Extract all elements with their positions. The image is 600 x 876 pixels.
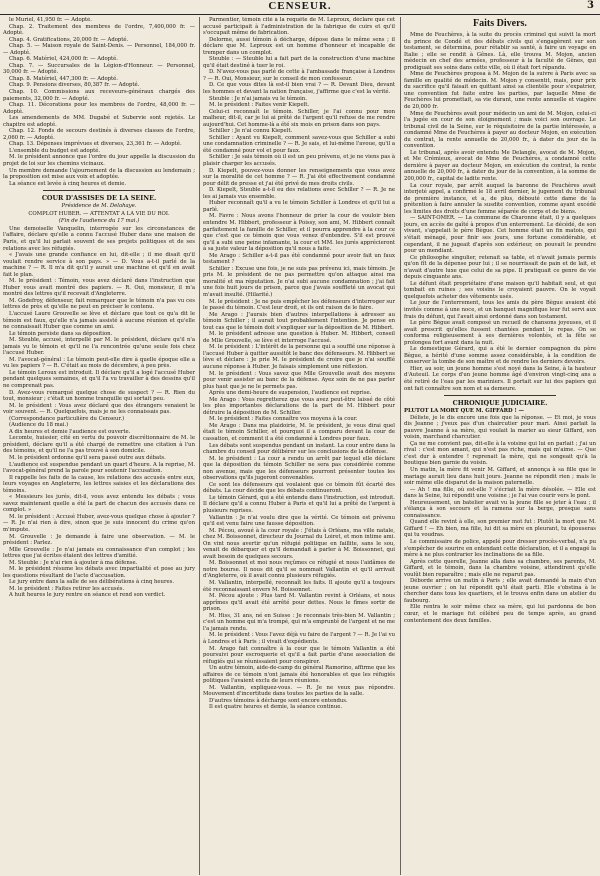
chronique-body — [404, 408, 596, 624]
paragraph: Le tribunal, après avoir entendu Me Delangle, avocat de M. Mojon, et Me Crémieux, avocat de Mme de Feuchères, a condamné cette dernière à payer au docteur Mojon, en exécution du contrat, la rente annuelle de 20,000 fr., à dater du jour de la convention, à la somme de 200,000 fr., capital de ladite rente. — [404, 149, 596, 183]
paragraph: Elle rentra le soir même chez sa mère, qui lui pardonna de bon cœur, et le mariage fut célébré peu de temps après, au grand contentement des deux familles. — [404, 604, 596, 624]
paragraph: M. Pécou, avoué à la cour royale : J'étais à Orléans, ma ville natale, chez M. Boissonnet, directeur du Journal du Loiret, et mon intime ami. On vint nous avertir qu'un réfugié politique en faillite, sans le sou, venait de débarquer et qu'il demandait à parler à M. Boissonnet, qui avait besoin de quelques secours. — [203, 527, 395, 560]
paragraph: (Correspondance particulière du Censeur.) — [9, 415, 125, 422]
paragraph: Chap. 4. Gratifications, 20,000 fr. — Adopté. — [9, 36, 129, 43]
paragraph: Un membre demande l'ajournement de la discussion au lendemain ; la proposition est mise aux voix et adoptée. — [3, 167, 195, 181]
paragraph: Parmentier, témoin cité à la requête de M. Leproux, déclare que cet accusé participait à l'administration de la fabrique de cuirs et qu'il s'occupait même de fabrication. — [203, 17, 395, 37]
paragraph: M. Arago fait connaître à la cour que le témoin Vallantin a été poursuivi pour escroquerie et qu'il a fait partie d'une association de réfugiés qui se réunissaient pour conspirer. — [203, 645, 395, 665]
paragraph: Lecomte, huissier, cité en vertu du pouvoir discrétionnaire de M. le président, déclare qu'il a été chargé de remettre une citation à l'un des témoins, et qu'il ne l'a pas trouvé à son domicile. — [3, 435, 195, 455]
paragraph: Quand elle revint à elle, son premier mot fut : Plutôt la mort que M. Giffard ! — Eh bien, ma fille, lui dit sa mère en pleurant, tu épouseras qui tu voudras. — [404, 519, 596, 539]
paragraph: Mlle Grouvelle : Je n'ai jamais eu connaissance d'un complot ; les lettres que j'ai écrites étaient des lettres d'amitié. — [3, 546, 195, 560]
paragraph: M. Pécou ajoute : Plus tard M. Vallantin revint à Orléans, et nous apprîmes qu'il avait été arrêté pour dettes. Nous le fîmes sortir de prison. — [203, 593, 395, 613]
paragraph: Ce sont les défenseurs qui voulaient que ce témoin fût écarté des débats. La cour décide que les débats continueront. — [203, 481, 395, 495]
paragraph: La cour royale, par arrêt auquel la baronne de Feuchères avait interjeté appel, a confirmé le 18 avril dernier, le jugement du tribunal de première instance, et a, de plus, débouté cette dame de la prétention à faire annuler la susdite convention, comme ayant excédé les limites des droits d'une femme séparée de corps et de biens. — [404, 182, 596, 215]
paragraph: Les amendements de MM. Dugabé et Subervie sont rejetés. Le chapitre est adopté. — [3, 115, 195, 128]
paragraph: « J'avais une grande confiance en lui, dit-elle ; il me disait qu'il voulait rendre service à son pays. » — D. Vous a-t-il parlé de la machine ? — R. Il m'a dit qu'il y aurait une machine et qu'il en avait fait le plan. — [3, 252, 195, 278]
section-divider — [43, 190, 155, 191]
paragraph: Chap. 13. Dépenses imprévues et diverses, 23,361 fr. — Adopté. — [9, 141, 182, 148]
paragraph: M. le président : Faites retirer les accusés. — [9, 585, 125, 592]
paragraph: M. Steuble, accusé, interpellé par M. le président, déclare qu'il n'a jamais vu le témoin et qu'il ne l'a rencontrée qu'une seule fois chez l'accusé Huber. — [3, 337, 195, 357]
paragraph: Le père Bègue avait composé un recueil de chansons joyeuses, et il avait prescrit qu'elles fussent chantées pendant le repas. On se conforma religieusement à ses dernières volontés, et la fête se prolongea fort avant dans la nuit. — [404, 320, 596, 346]
paragraph: M. le président : L'intérêt de la personne qui a soufflé une réponse à l'accusé Huber à quitter aussitôt le banc des défenseurs. M. Hibbert se lève et déclare : Je prie M. le président de croire que je n'ai soufflé aucune réponse à Huber. Je faisais simplement une réflexion. — [203, 344, 395, 370]
paragraph: M. Grouvelle : Je demande à faire une observation. — M. le président : Parlez. — [3, 533, 195, 547]
paragraph: Me Arago : Dans ma plaidoirie, M. le président, je vous dirai quel était le témoin Schiller, et pourquoi il a comparu devant la cour de cassation, et comment il a été condamné à Londres pour faux. — [203, 422, 395, 442]
paragraph: L'audience est suspendue pendant un quart d'heure. A la reprise, M. l'avocat-général prend la parole pour soutenir l'accusation. — [3, 461, 195, 475]
paragraph: Chap. 6. Matériel, 424,000 fr. — Adopté. — [9, 56, 118, 63]
paragraph: M. le président : La cour a rendu un arrêt par lequel elle déclare que la déposition du témoin Schiller ne sera pas considérée comme non avenue, mais que les défenseurs pourront présenter toutes les observations qu'ils jugeront convenables. — [203, 455, 395, 482]
paragraph: Il est quatre heures et demie, la séance continue. — [209, 704, 343, 711]
paragraph: Schiller : Excuse une fois, je ne suis pas prévenu ici, mais témoin. Je pris M. le président de ne pas permettre qu'on attaque ainsi ma moralité et ma réputation. Je n'ai subi aucune condamnation ; j'ai fait une fois huit jours de prison, parce que j'avais souffleté un avocat qui m'avait insulté. (Hilarité.) — [203, 265, 395, 298]
paragraph: « Messieurs les jurés, dit-il, vous avez entendu les débats ; vous savez maintenant quelle a été la part de chacun des accusés dans ce complot. » — [3, 494, 195, 514]
paragraph: Le commissaire de police, appelé pour dresser procès-verbal, n'a pu s'empêcher de sourire en entendant cette déclaration, et il a engagé la mère à ne plus contrarier les inclinations de sa fille. — [404, 539, 596, 559]
paragraph: M. Godefroy, défenseur, fait remarquer que le témoin n'a pas vu ces lettres de près et qu'elle ne peut en préciser le contenu. — [3, 297, 195, 311]
paragraph: Chap. 10. Commissions aux receveurs-généraux chargés des paiements, 32,000 fr. — Adopté. — [3, 89, 195, 102]
paragraph: Ce philosophe singulier, retenait sa table, et n'avait jamais permis qu'on fît de la dépense pour lui ; il se nourrissait de pain et de lait, et n'avait d'autre luxe que celui de sa pipe. Il pratiquait ce genre de vie depuis cinquante ans. — [404, 254, 596, 281]
column-right — [404, 17, 596, 875]
paragraph: M. Steuble : Je n'ai rien à ajouter à ma défense. — [9, 559, 138, 566]
paragraph: M. le président ordonne qu'il sera passé outre aux débats. — [9, 455, 166, 461]
paragraph: Un matin, la mère fit venir M. Giffard, et annonça à sa fille que le mariage aurait lieu dans huit jours. Jeanne ne répondit rien ; mais le soir même elle disparut de la maison paternelle. — [404, 467, 596, 487]
court-presidency: Présidence de M. Delahaye. — [61, 203, 137, 210]
paragraph: M. Boissonnet et moi nous reçûmes ce réfugié et nous l'aidâmes de notre bourse. Il nous dit qu'il se nommait Vallantin et qu'il arrivait d'Angleterre, où il avait connu plusieurs réfugiés. — [203, 560, 395, 580]
paragraph: Le défunt était propriétaire d'une maison qu'il habitait seul, et qui tombait en ruines ; ses voisins le croyaient pauvre. On le voyait quelquefois acheter des vêtements usés. — [404, 280, 596, 300]
paragraph: D. Kiepelt, pouvez-vous donner les renseignements que vous avez sur la moralité de cet homme ? — R. J'ai été effectivement condamné pour délit de presse et j'ai été privé de mes droits civils. — [203, 167, 395, 187]
paragraph: Un autre témoin, aide-de-camp du général Ramorino, affirme que les affaires de ce témoin n'ont jamais été honorables et que les réfugiés politiques l'avaient exclu de leurs réunions. — [203, 665, 395, 685]
paragraph: Me Arago : J'aurais bien d'autres interpellations à adresser au témoin Schiller ; il aurait tout probablement l'intention. Je pense en tout cas que le témoin doit s'expliquer sur la déposition de M. Hibbert. — [203, 311, 395, 331]
paragraph: Chap. 8. Matériel, 447,300 fr. — Adopté. — [9, 75, 118, 82]
paragraph: Chap. 7. — Succursales de la Légion-d'Honneur. — Personnel, 30,000 fr. — Adopté. — [3, 62, 195, 76]
paragraph: Schiller : Je n'ai connu Kiepelt. — [209, 128, 293, 135]
paragraph: Chap. 12. Fonds de secours destinés à diverses classes de l'ordre, 2,060 fr. — Adopté. — [3, 128, 195, 141]
column-middle — [203, 17, 395, 875]
paragraph: M. le président : Faites connaître vos moyens à la cour. — [209, 416, 358, 423]
paragraph: L'accusé Laure Grouvelle se lève et déclare que tout ce qu'a dit le témoin est faux, qu'elle n'a jamais assisté à aucune réunion et qu'elle ne connaissait Huber que comme un ami. — [3, 310, 195, 331]
paragraph: Chap. 5. — Maison royale de Saint-Denis. — Personnel, 184,000 fr. — Adopté. — [3, 43, 195, 56]
masthead — [0, 0, 600, 15]
paragraph: M. le président : Accusé Huber, avez-vous quelque chose à ajouter ? — R. Je n'ai rien à dire, sinon que je suis innocent du crime qu'on m'impute. — [3, 513, 195, 534]
paragraph: Delorme, aussi témoin à décharge, dépose dans le même sens ; il déclare que M. Leproux est un homme d'honneur et incapable de tremper dans un complot. — [203, 36, 395, 56]
paragraph: Le témoin Gérard, qui a été entendu dans l'instruction, est introduit. Il déclare qu'il a connu Huber à Paris et qu'il lui a prêté de l'argent à plusieurs reprises. — [203, 494, 395, 515]
paragraph: Schiller : Je sais témoin où il est un peu prévenu, et je ne viens pas à plaisir charger les accusés. — [203, 154, 395, 168]
paragraph: Vallantin : Je n'ai voulu dire que la vérité. Ce témoin est prévenu qu'il est venu faire une fausse déposition. — [203, 514, 395, 528]
paragraph: Mme de Feuchères avait pour médecin un ami de M. Mojon, celui-ci l'a jugée en cour de son éloignement ; mais voici son ouvrage. Le tribunal civil de la Seine, sur le réquisitoire de la partie intéressée, a condamné Mme de Feuchères à payer au docteur Mojon, en exécution du contrat, la rente annuelle de 20,000 fr., à dater du jour de la convention. — [404, 110, 596, 150]
paragraph: (Audience du 18 mai.) — [9, 422, 69, 429]
paragraph: Steuble : — Steuble lui a fait part de la construction d'une machine qu'il était destiné à tuer le roi. — [203, 56, 395, 69]
court-section-title: COUR D'ASSISES DE LA SEINE. — [41, 194, 157, 203]
paragraph: Mme de Feuchères, à la suite du procès criminel qui suivit la mort du prince de Condé et des débats civils qui s'engagèrent sur son testament, se détermina, pour rétablir sa santé, à faire un voyage en Italie ; elle se rendit à Gênes. Là, elle trouva M. Mojon, ancien médecin en chef des armées, professeur à la faculté de Gênes, qui prodiguait ses soins dans cette ville, où il était fort répandu. — [404, 32, 596, 71]
paragraph: — SAINT-OMER. — La commune de Charonne était, il y a quelques jours, en accès de gaîté à propos d'un enterrement. Le décédé, de son vivant, s'appelait le père Bègue. Cet homme était un fin matois, qui s'était ménagé, pour finir ses jours, une fortune considérable, et cependant, il ne jugeait d'après son extérieur, on pouvait le prendre pour un mendiant. — [404, 215, 596, 255]
paragraph: M. le président adresse une question à Huber. M. Hibbert, conseil de Mlle Grouvelle, se lève et interroge l'accusé. — [203, 331, 395, 344]
paragraph: Le témoin Leroux est introduit. Il déclare qu'il a logé l'accusé Huber pendant quelques semaines, et qu'il l'a vu travailler à des dessins qu'il ne comprenait pas. — [3, 369, 195, 389]
paragraph: Chap. 9. Pensions diverses, 80,387 fr. — Adopté. — [9, 82, 140, 89]
paragraph: M. Vallantin, interpellé, reconnaît les faits. Il ajoute qu'il a toujours été reconnaissant envers M. Boissonnet. — [203, 580, 395, 593]
paragraph: Hier, au soir, un jeune homme s'est noyé dans la Seine, à la hauteur d'Auteuil. Le corps d'un jeune homme âgé d'environ vingt-cinq ans a été retiré de l'eau par les mariniers. Il portait sur lui des papiers qui ont fait connaître son nom et sa demeure. — [404, 365, 596, 392]
paragraph: M. le président : Témoin, vous avez déclaré dans l'instruction que Huber vous avait montré des papiers. — R. Oui, monsieur, il m'a montré des lettres qu'il recevait d'Angleterre. — [3, 278, 195, 298]
paragraph: A huit heures le jury rentre en séance et rend son verdict. — [9, 592, 166, 599]
hearing-note: (Fin de l'audience du 17 mai.) — [58, 218, 140, 225]
paragraph: Le témoin persiste dans sa déposition. — [9, 330, 113, 337]
column-left — [3, 17, 195, 875]
paragraph: D. N'avez-vous pas parlé de cette à l'ambassade française à Londres ? — R. Oui, Monsieur, sur le conseil de mon confesseur. — [203, 69, 395, 82]
paragraph: M. le président : Vous savez que Mlle Grouvelle avait des moyens pour venir assister au banc de la défense. Ayez soin de ne pas parler plus haut que je ne le permets pas. — [203, 370, 395, 390]
column-rule — [400, 17, 401, 875]
page-number: 3 — [587, 0, 594, 11]
paragraph: Steuble : Je n'ai jamais vu le témoin. — [209, 95, 307, 102]
column-rule — [199, 17, 200, 875]
paragraph: Déliste, je le dis encore une fois que la réponse. — Et moi, je vous dis Jeanne ; j'veux pas d'un chaircutier pour mari. Ainsi parlait la pauvre Jeanne à sa mère, qui voulait la marier au sieur Giffard, son voisin, marchand charcutier. — [404, 414, 596, 441]
paragraph: L'ensemble du budget est adopté. — [9, 147, 101, 154]
legislative-report — [3, 17, 195, 187]
paragraph: Celui-ci reconnaît le témoin. Schiller, je l'ai connu pour mon malheur, dit-il, car je lui ai prêté de l'argent qu'il refuse de me rendre aujourd'hui. Cet homme-là a été six mois en prison dans son pays. — [203, 108, 395, 128]
paragraph: Ça ne me convient pas, dit-elle à la voisine qui lui en parlait ; j'ai un rival : c'est mon amant, qui n'est pas riche, mais qui m'aime. — Que c'est dur à entendre ! reprenait la mère, qui ne songeait qu'à la boutique bien garnie du voisin. — [404, 440, 596, 467]
paragraph: Chap. 2. Traitement des membres de l'ordre, 7,400,000 fr. — Adopté. — [3, 23, 195, 37]
paragraph: Une demoiselle Vanquelin, interrogée sur les circonstances de l'affaire, déclare qu'elle a connu l'accusé Huber dans une maison de Paris, et qu'il lui parlait souvent de ses projets politiques et de ses relations avec les réfugiés. — [3, 225, 195, 252]
paragraph: M. l'avocat-général : Le témoin peut-elle dire à quelle époque elle a vu les papiers ? — R. C'était au mois de décembre, à peu près. — [3, 356, 195, 370]
paragraph: Déborde arrive un matin à Paris ; elle avait demandé la main d'un jeune ouvrier ; on lui répondit qu'il était parti. Elle s'obstina à le chercher dans tous les quartiers, et le trouva enfin dans un atelier du faubourg. — [404, 578, 596, 604]
paragraph: M. le président : Je ne puis empêcher les défenseurs d'interroger sur le passé du témoin. C'est leur droit, et ils ont raison de le faire. — [203, 298, 395, 312]
paragraph: Il rappelle les faits de la cause, les relations des accusés entre eux, leurs voyages en Angleterre, les lettres saisies et les déclarations des témoins. — [3, 474, 195, 494]
paragraph: D. Avez-vous remarqué quelque chose de suspect ? — R. Rien du tout, monsieur ; c'était un homme tranquille qui sortait peu. — [3, 389, 195, 403]
paragraph: Me Arago : Schiller a-t-il pas été condamné pour avoir fait un faux testament ? — [203, 252, 395, 266]
paragraph: D. Kiepelt, Steuble a-t-il eu des relations avec Schiller ? — R. Je ne les ai jamais vus ensemble. — [203, 187, 395, 200]
paragraph: M. le président annonce que l'ordre du jour appelle la discussion du projet de loi sur les chemins vicinaux. — [3, 154, 195, 168]
section-divider — [444, 395, 556, 396]
paragraph: Le jury entre dans la salle de ses délibérations à cinq heures. — [9, 579, 175, 586]
paragraph: D. Ce que vous dites là est-il bien vrai ? — R. Devant Dieu, devant les hommes et devant la nation française, j'affirme que c'est la vérité. — [203, 82, 395, 96]
paragraph: M. le président : Vous l'avez déjà vu faire de l'argent ? — R. Je l'ai vu à Londres et à Paris ; il vivait d'expédients. — [203, 632, 395, 645]
paragraph: Après cette querelle, Jeanne alla dans sa chambre, ses parents, M. Giffard, et le témoin, dans la chambre voisine, attendirent qu'elle voulût bien reparaître ; mais elle ne reparut pas. — [404, 558, 596, 578]
paragraph: M. le président : Vous avez déclaré que des étrangers venaient le voir souvent. — R. Quelquefois, mais je ne les connaissais pas. — [3, 402, 195, 416]
paragraph: Après une demi-heure de suspension, l'audience est reprise. — [209, 390, 372, 397]
paragraph: — Ah ! ma fille, où est-elle ? s'écriait la mère désolée. — Elle est dans la Seine, lui répondit une voisine ; je l'ai vue courir vers le pont. — [404, 486, 596, 500]
paragraph: le Muriel, 41,950 fr. — Adopté. — [9, 17, 92, 23]
chronique-lede: PLUTOT LA MORT QUE M. GIFFARD ! — — [404, 408, 524, 415]
paragraph: La séance est levée à cinq heures et demie. — [9, 180, 127, 187]
paragraph: M. Vallantin, expliquez-vous. — R. Je ne veux pas répondre. Mouvement d'incertitude dans toutes les parties de la salle. — [203, 684, 395, 698]
paragraph: Heureusement, un batelier avait vu la jeune fille se jeter à l'eau ; il s'élança à son secours et la ramena sur la berge, presque sans connaissance. — [404, 499, 596, 519]
paragraph: Huber reconnaît qu'il a vu le témoin Schiller à Londres et qu'il lui a parlé. — [203, 200, 395, 213]
paragraph: Les débats sont suspendus pendant un instant. La cour entre dans la chambre du conseil pour délibérer sur les conclusions de la défense. — [203, 442, 395, 456]
paragraph: D'autres témoins à décharge sont encore entendus. — [209, 697, 348, 704]
paragraph: Le jour de l'enterrement, tous les amis du père Bègue avaient été invités comme à une noce, et un banquet magnifique leur fut servi aux frais du défunt, qui l'avait ainsi ordonné dans son testament. — [404, 300, 596, 320]
masthead-title: CENSEUR. — [268, 0, 332, 12]
paragraph: Chap. 11. Décorations pour les membres de l'ordre, 48,000 fr. — Adopté. — [3, 102, 195, 115]
paragraph: Me Arago : Vous regretterez que vous avez peut-être laissé de côté les plus importantes déclarations de la part de M. Hibbert pour détruire la déposition de M. Schiller. — [203, 396, 395, 416]
paragraph: Schiller : Ayant vu Kiepelt, comment savez-vous que Schiller a subi une condamnation criminelle ? — R. Je sais, et lui-même l'avoue, qu'il a été condamné pour vol et pour faux. — [203, 134, 395, 154]
paragraph: Le domestique Gérard, qui a été le dernier compagnon du père Bègue, a hérité d'une somme assez considérable, à la condition de conserver la tombe de son maître et de rendre les derniers devoirs. — [404, 346, 596, 366]
court-report-continued — [203, 17, 395, 711]
faits-divers-body — [404, 32, 596, 392]
faits-divers-heading: Faits Divers. — [473, 18, 527, 29]
court-report-body — [3, 226, 195, 599]
paragraph: M. le président résume les débats avec impartialité et pose au jury les questions résultant de l'acte d'accusation. — [3, 566, 195, 579]
chronique-heading: CHRONIQUE JUDICIAIRE. — [452, 399, 548, 408]
paragraph: Mme de Feuchères proposa à M. Mojon de la suivre à Paris avec sa famille en qualité de médecin. M. Mojon y consentit, mais, pour prix du sacrifice qu'il faisait en quittant ainsi sa clientèle pour s'expatrier, une convention fut faite entre les parties, par laquelle Mme de Feuchères lui promettait, sa vie durant, une rente annuelle et viagère de 20,000 fr. — [404, 71, 596, 111]
case-title: COMPLOT HUBER. — ATTENTAT A LA VIE DU ROI. — [28, 210, 170, 217]
paragraph: A dix heures et demie l'audience est ouverte. — [9, 428, 131, 435]
paragraph: M. Hiss, 31 ans, né en Suisse : Je reconnais très-bien M. Vallantin ; c'est un homme qui m'a trompé, qui m'a emprunté de l'argent et ne me l'a jamais rendu. — [203, 612, 395, 632]
paragraph: M. le président : Faites venir Kiepelt. — [209, 102, 310, 109]
paragraph: M. Favre : Nous avons l'honneur de prier la cour de vouloir bien entendre M. Hibbert, professeur à Poissy, son ami, M. Hibbert connaît parfaitement la famille de Schiller, et il pourra apprendre à la cour ce que c'est que ce témoin que vous venez d'entendre. S'il est prouvé qu'il a subi une peine infamante, la cour et MM. les jurés apprécieront à sa juste valeur la déposition qu'il nous a faite. — [203, 213, 395, 253]
